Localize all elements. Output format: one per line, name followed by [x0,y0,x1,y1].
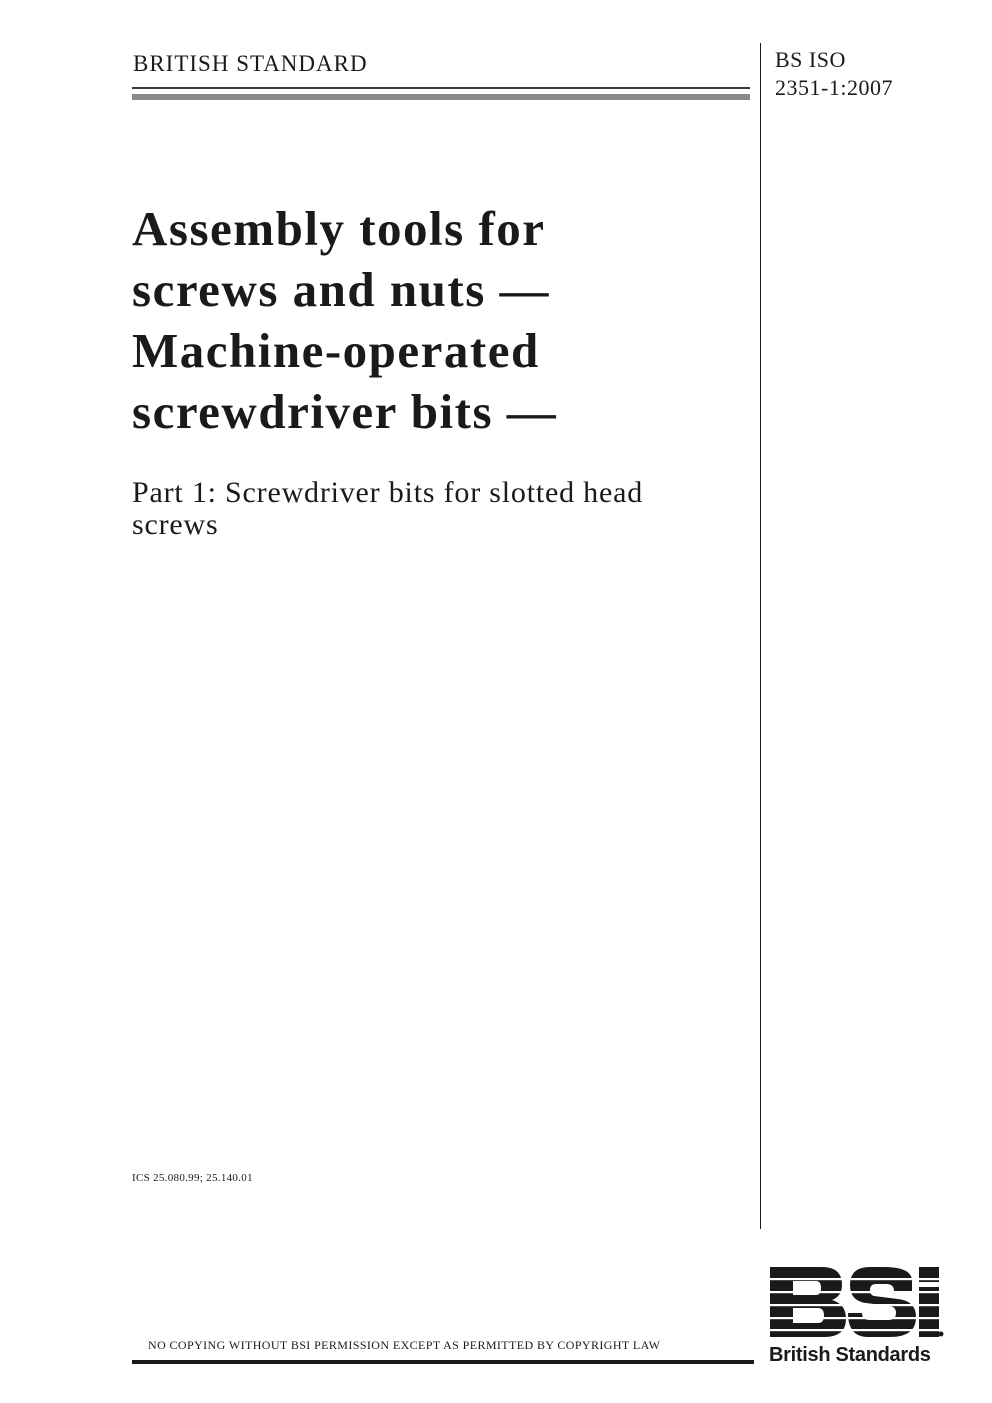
document-type-label: BRITISH STANDARD [133,51,368,76]
ics-code: ICS 25.080.99; 25.140.01 [132,1172,253,1184]
subtitle-line-1: Part 1: Screwdriver bits for slotted head [132,476,644,509]
subtitle-line-2: screws [132,508,219,541]
standard-number-line1: BS ISO [775,47,846,72]
document-title [132,198,752,442]
header-rule-thin [132,87,750,89]
copyright-notice: NO COPYING WITHOUT BSI PERMISSION EXCEPT AS PERMITTED BY COPYRIGHT LAW [148,1338,661,1352]
title-line-4: screwdriver bits — [132,384,558,439]
title-line-1: Assembly tools for [132,201,546,256]
logo-caption: British Standards [769,1344,931,1366]
standard-number [775,46,893,102]
standard-number-line2: 2351-1:2007 [775,75,893,100]
title-line-3: Machine-operated [132,323,540,378]
vertical-divider [760,43,761,1229]
document-subtitle [132,477,762,541]
footer-rule [132,1360,754,1364]
header-rule-thick [132,94,750,100]
title-line-2: screws and nuts — [132,262,551,317]
